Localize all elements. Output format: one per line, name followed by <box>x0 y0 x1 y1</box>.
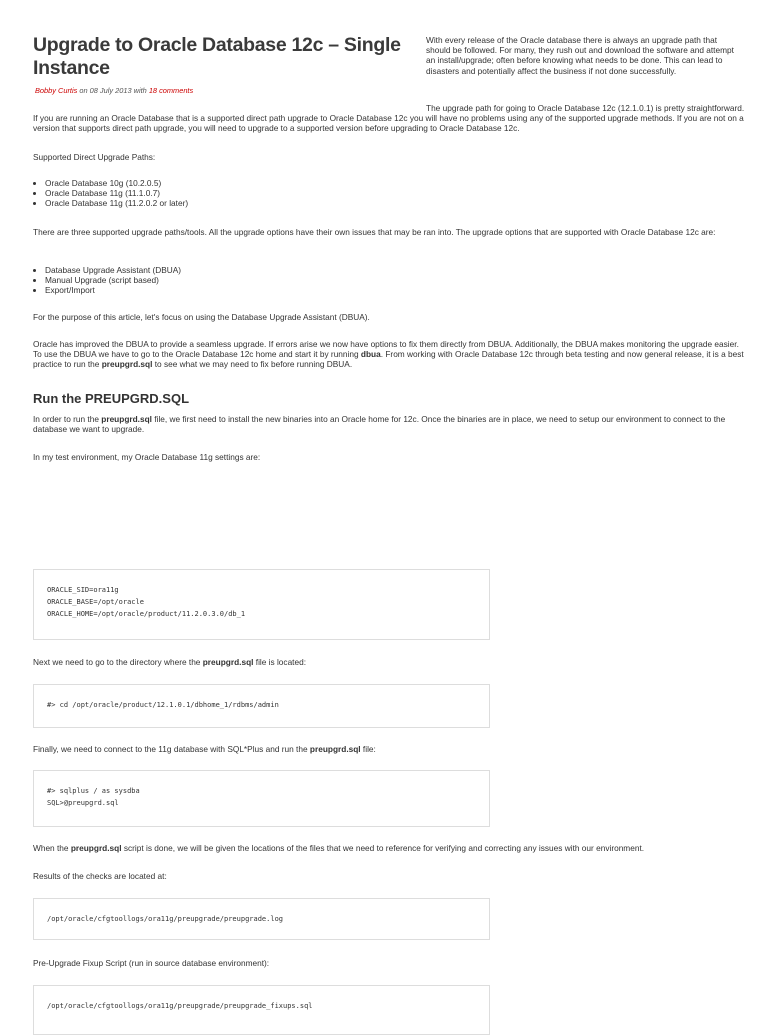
preupgrd-filename: preupgrd.sql <box>309 744 361 754</box>
text-span: file, we first need to install the new binaries into an Oracle home for 12c. Once the binaries are in place, we need to setup our environment to connect to the database we want to upgrade. <box>33 414 726 435</box>
code-block-env <box>33 569 490 640</box>
upgrade-path-paragraph: The upgrade path for going to Oracle Database 12c (12.1.0.1) is pretty straightforward. If you are running an Oracle Database that is a supported direct path upgrade to Oracle Database 12c you will have no problems using any of the supported upgrade methods. If you are not on a version that supports direct path upgrade, you will need to upgrade to a supported version before upgrading to Oracle Database 12c. <box>33 103 745 134</box>
code-block-cd <box>33 684 490 728</box>
preupgrd-filename: preupgrd.sql <box>202 657 254 667</box>
byline-date: on 08 July 2013 with <box>77 86 149 95</box>
supported-paths-list <box>33 178 745 209</box>
text-span: script is done, we will be given the locations of the files that we need to reference for verifying and correcting any issues with our environment. <box>121 843 645 853</box>
code-line: ORACLE_HOME=/opt/oracle/product/11.2.0.3.0/db_1 <box>47 610 246 618</box>
test-env-paragraph: In my test environment, my Oracle Database 11g settings are: <box>33 452 261 462</box>
supported-paths-heading: Supported Direct Upgrade Paths: <box>33 152 156 162</box>
list-item: • Export/Import <box>45 285 745 295</box>
purpose-paragraph: For the purpose of this article, let's focus on using the Database Upgrade Assistant (DBUA). <box>33 312 370 322</box>
text-span: file is located: <box>253 657 307 667</box>
code-line: #> sqlplus / as sysdba <box>47 787 140 795</box>
section-heading: Run the PREUPGRD.SQL <box>33 391 190 406</box>
results-label: Results of the checks are located at: <box>33 871 167 881</box>
comments-link[interactable]: 18 comments <box>148 86 194 95</box>
text-span: Next we need to go to the directory where the <box>33 657 203 667</box>
fixup-label: Pre-Upgrade Fixup Script (run in source database environment): <box>33 958 270 968</box>
when-paragraph <box>33 843 745 853</box>
byline <box>35 86 193 96</box>
list-item: • Oracle Database 10g (10.2.0.5) <box>45 178 745 188</box>
code-block-log <box>33 898 490 940</box>
article-title: Upgrade to Oracle Database 12c – Single Instance <box>33 34 401 79</box>
code-block-sqlplus <box>33 770 490 827</box>
dbua-paragraph <box>33 339 745 370</box>
finally-paragraph <box>33 744 745 754</box>
list-item: • Database Upgrade Assistant (DBUA) <box>45 265 745 275</box>
author-link[interactable]: Bobby Curtis <box>35 86 78 95</box>
code-line: /opt/oracle/cfgtoollogs/ora11g/preupgrade/preupgrade_fixups.sql <box>47 1002 313 1010</box>
code-line: SQL>@preupgrd.sql <box>47 799 119 807</box>
text-span: Oracle has improved the DBUA to provide a seamless upgrade. If errors arise we now have options to fix them directly from DBUA. Additionally, the DBUA makes monitoring the upgrade easier. To use the DBUA we have to go to the Oracle Database 12c home and start it by running <box>33 339 739 360</box>
intro-paragraph: With every release of the Oracle database there is always an upgrade path that should be followed. For many, they rush out and download the software and attempt an install/upgrade; often before knowing what needs to be done. This can lead to disasters and potentially affect the business if not done successfully. <box>426 35 734 76</box>
preupgrd-filename: preupgrd.sql <box>70 843 122 853</box>
text-span: file: <box>360 744 376 754</box>
code-line: /opt/oracle/cfgtoollogs/ora11g/preupgrade/preupgrade.log <box>47 915 284 923</box>
dbua-command: dbua <box>360 349 381 360</box>
list-item: • Manual Upgrade (script based) <box>45 275 745 285</box>
list-item: • Oracle Database 11g (11.2.0.2 or later) <box>45 198 745 208</box>
list-item: • Oracle Database 11g (11.1.0.7) <box>45 188 745 198</box>
text-span: Finally, we need to connect to the 11g database with SQL*Plus and run the <box>33 744 310 754</box>
text-span: to see what we may need to fix before running DBUA. <box>152 359 353 370</box>
code-line: ORACLE_SID=ora11g <box>47 586 119 594</box>
code-line: #> cd /opt/oracle/product/12.1.0.1/dbhome_1/rdbms/admin <box>47 701 279 709</box>
code-line: ORACLE_BASE=/opt/oracle <box>47 598 144 606</box>
text-span: In order to run the <box>33 414 102 424</box>
text-span: When the <box>33 843 71 853</box>
next-paragraph <box>33 657 745 667</box>
preupgrd-filename: preupgrd.sql <box>101 414 152 424</box>
tools-list <box>33 265 745 296</box>
preupgrd-filename: preupgrd.sql <box>101 359 153 370</box>
text-span: . From working with Oracle Database 12c through beta testing and now general release, it is a best practice to run the <box>33 349 744 370</box>
code-block-fixup <box>33 985 490 1035</box>
tools-paragraph: There are three supported upgrade paths/tools. All the upgrade options have their own issues that may be ran into. The upgrade options that are supported with Oracle Database 12c are: <box>33 227 716 237</box>
run-paragraph <box>33 414 745 434</box>
